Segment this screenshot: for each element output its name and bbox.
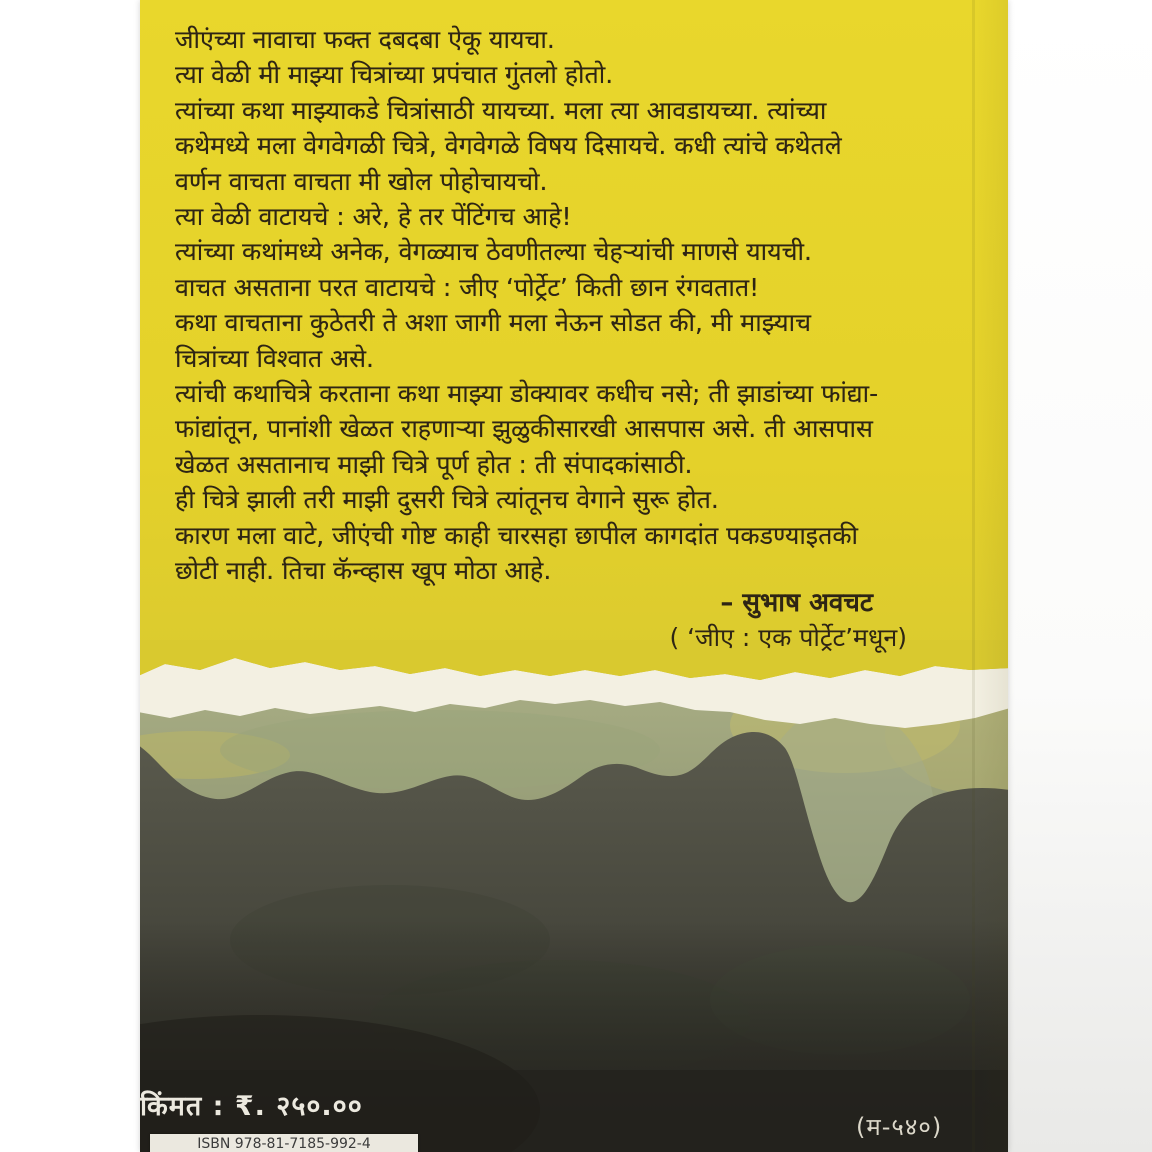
- paragraph-line: त्या वेळी वाटायचे : अरे, हे तर पेंटिंगच आहे!: [175, 202, 572, 232]
- price-label: किंमत : ₹. २५०.००: [140, 1091, 363, 1122]
- cover-edge-shadow: [974, 0, 1008, 1152]
- paragraph-line: चित्रांच्या विश्वात असे.: [175, 343, 374, 373]
- paragraph-line: वाचत असताना परत वाटायचे : जीए ‘पोर्ट्रेट’ किती छान रंगवतात!: [175, 272, 760, 302]
- paragraph-line: त्यांची कथाचित्रे करताना कथा माझ्या डोक्यावर कधीच नसे; ती झाडांच्या फांद्या-: [175, 379, 879, 409]
- paragraph-line: त्या वेळी मी माझ्या चित्रांच्या प्रपंचात गुंतलो होतो.: [175, 60, 614, 90]
- paragraph-line: फांद्यांतून, पानांशी खेळत राहणाऱ्या झुळुकीसारखी आसपास असे. ती आसपास: [175, 414, 873, 444]
- back-cover-paragraph: [175, 22, 879, 589]
- author-signature: – सुभाष अवचट: [720, 588, 873, 618]
- watercolor-landscape-illustration: [140, 640, 1008, 1152]
- isbn-box: [150, 1134, 418, 1152]
- paragraph-line: छोटी नाही. तिचा कॅन्व्हास खूप मोठा आहे.: [175, 556, 552, 586]
- paragraph-line: खेळत असतानाच माझी चित्रे पूर्ण होत : ती संपादकांसाठी.: [175, 449, 693, 479]
- paragraph-line: वर्णन वाचता वाचता मी खोल पोहोचायचो.: [175, 166, 548, 196]
- book-back-cover: [140, 0, 1008, 1152]
- print-code-label: (म-५४०): [856, 1113, 943, 1141]
- paragraph-line: कथा वाचताना कुठेतरी ते अशा जागी मला नेऊन सोडत की, मी माझ्याच: [175, 308, 811, 338]
- paragraph-line: कथेमध्ये मला वेगवेगळी चित्रे, वेगवेगळे विषय दिसायचे. कधी त्यांचे कथेतले: [175, 131, 842, 161]
- paragraph-line: जीएंच्या नावाचा फक्त दबदबा ऐकू यायचा.: [175, 25, 555, 54]
- paragraph-line: कारण मला वाटे, जीएंची गोष्ट काही चारसहा छापील कागदांत पकडण्याइतकी: [175, 520, 858, 550]
- paragraph-line: त्यांच्या कथांमध्ये अनेक, वेगळ्याच ठेवणीतल्या चेहऱ्यांची माणसे यायची.: [175, 237, 812, 267]
- paragraph-line: त्यांच्या कथा माझ्याकडे चित्रांसाठी यायच्या. मला त्या आवडायच्या. त्यांच्या: [175, 95, 827, 125]
- isbn-label: ISBN 978-81-7185-992-4: [197, 1136, 371, 1152]
- source-attribution: ( ‘जीए : एक पोर्ट्रेट’मधून): [669, 623, 907, 652]
- paragraph-line: ही चित्रे झाली तरी माझी दुसरी चित्रे त्यांतूनच वेगाने सुरू होत.: [175, 485, 719, 515]
